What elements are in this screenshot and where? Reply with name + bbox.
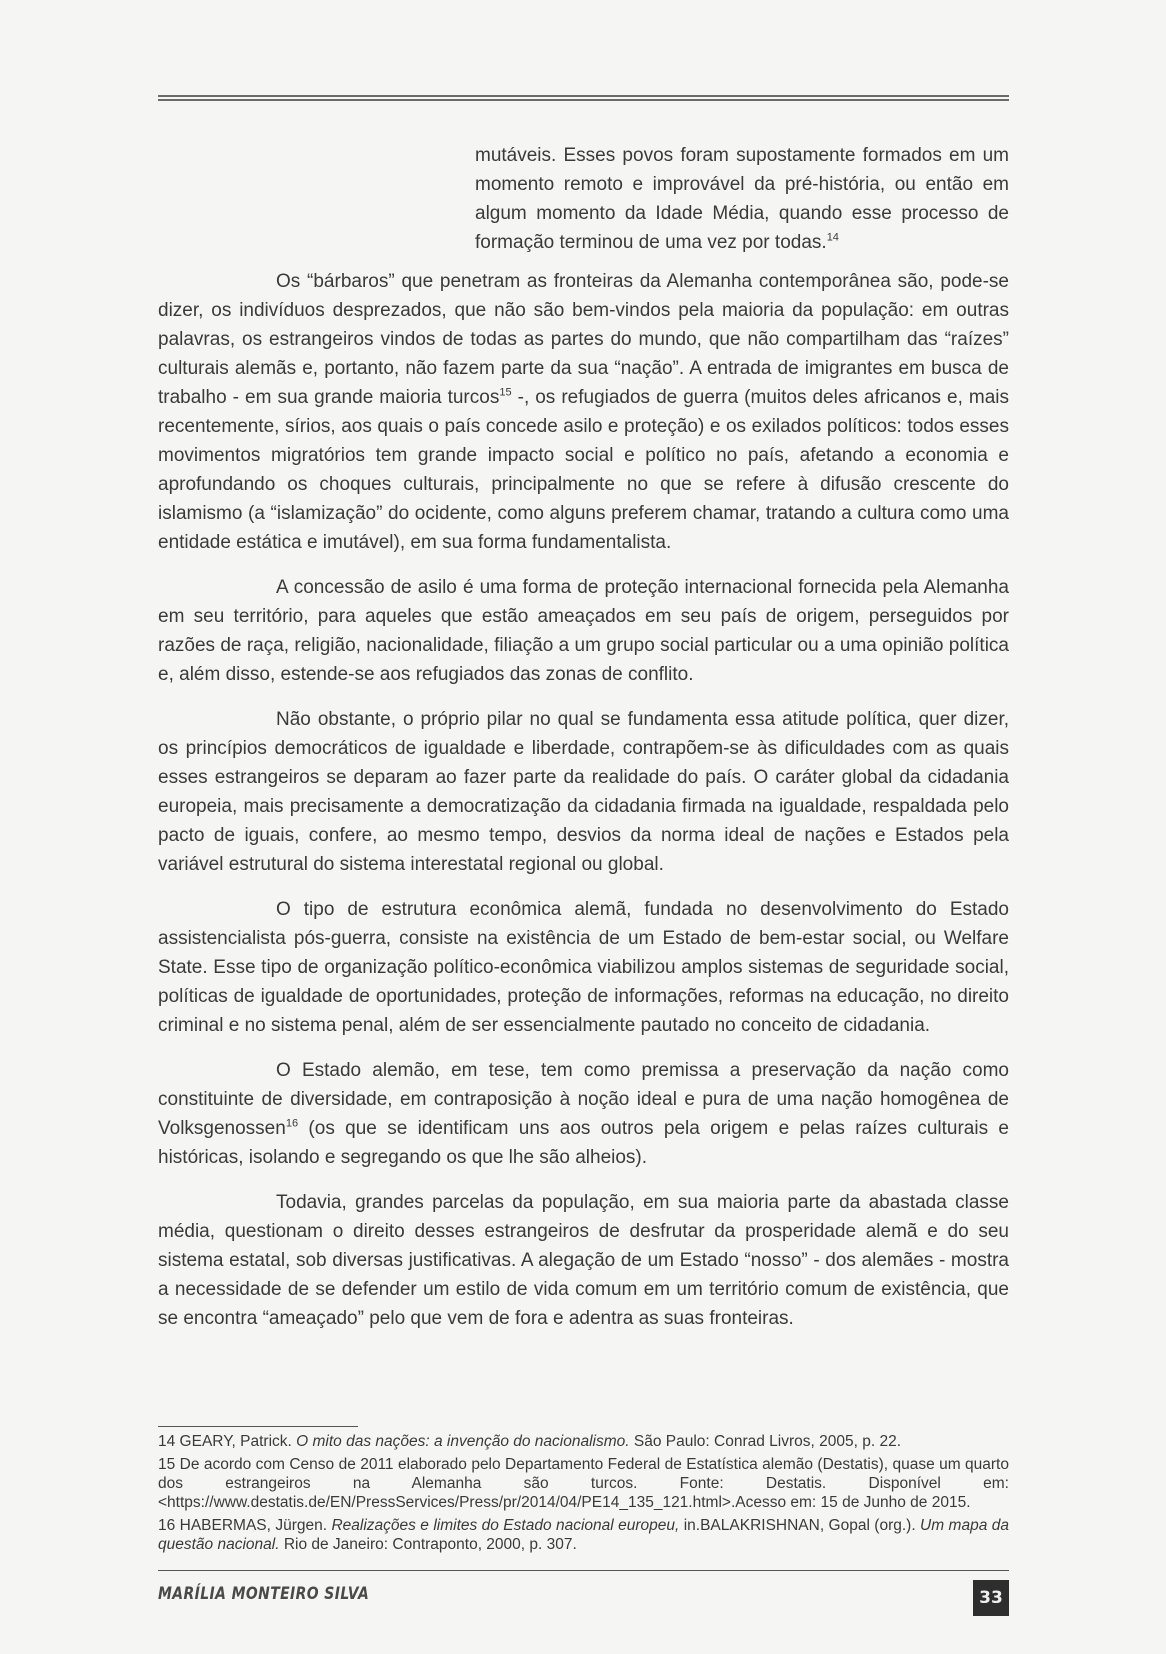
footnote-15: 15 De acordo com Censo de 2011 elaborado pelo Departamento Federal de Estatística alemão (Destatis), quase um quarto dos estrangeiros na Alemanha são turcos. Fonte: Destatis. Disponível em: <https://www.destatis.de/EN/PressServices/Press/pr/2014/04/PE14_135_121.html>.Acesso em: 15 de Junho de 2015. xyxy=(158,1456,1009,1511)
footnote-ref-14[interactable]: 14 xyxy=(826,231,839,244)
paragraph-todavia: Todavia, grandes parcelas da população, em sua maioria parte da abastada classe média, questionam o direito desses estrangeiros de desfrutar da prosperidade alemã e do seu sistema estatal, sob diversas justificativas. A alegação de um Estado “nosso” - dos alemães - mostra a necessidade de se defender um estilo de vida comum em um território comum de existência, que se encontra “ameaçado” pelo que vem de fora e adentra as suas fronteiras. xyxy=(158,1192,1009,1329)
paragraph-estrutura-economica: O tipo de estrutura econômica alemã, fundada no desenvolvimento do Estado assistencialista pós-guerra, consiste na existência de um Estado de bem-estar social, ou Welfare State. Esse tipo de organização político-econômica viabilizou amplos sistemas de seguridade social, políticas de igualdade de oportunidades, proteção de informações, reformas na educação, no direito criminal e no sistema penal, além de ser essencialmente pautado no conceito de cidadania. xyxy=(158,899,1009,1036)
footnote-ref-15[interactable]: 15 xyxy=(499,386,512,399)
footnote-16: 16 HABERMAS, Jürgen. Realizações e limites do Estado nacional europeu, in.BALAKRISHNAN, Gopal (org.). Um mapa da questão nacional. Rio de Janeiro: Contraponto, 2000, p. 307. xyxy=(158,1517,1009,1553)
footnote-14: 14 GEARY, Patrick. O mito das nações: a invenção do nacionalismo. São Paulo: Conrad Livros, 2005, p. 22. xyxy=(158,1433,902,1450)
paragraph-estado-alemao: O Estado alemão, em tese, tem como premissa a preservação da nação como constituinte de diversidade, em contraposição à noção ideal e pura de uma nação homogênea de Volksgenossen$^{16}$ (os que se identificam uns aos outros pela origem e pelas raízes culturais e históricas, isolando e segregando os que lhe são alheios). xyxy=(158,1060,1009,1168)
header-double-rule xyxy=(158,95,1009,101)
footnote-separator xyxy=(158,1426,358,1427)
footer-rule xyxy=(158,1570,1009,1571)
footnote-ref-16[interactable]: 16 xyxy=(285,1117,299,1130)
paragraph-nao-obstante: Não obstante, o próprio pilar no qual se fundamenta essa atitude política, quer dizer, os princípios democráticos de igualdade e liberdade, contrapõem-se às dificuldades com as quais esses estrangeiros se deparam ao fazer parte da realidade do país. O caráter global da cidadania europeia, mais precisamente a democratização da cidadania firmada na igualdade, respaldada pelo pacto de iguais, confere, ao mesmo tempo, desvios da norma ideal de nações e Estados pela variável estrutural do sistema interestatal regional ou global. xyxy=(158,709,1009,875)
paragraph-asilo: A concessão de asilo é uma forma de proteção internacional fornecida pela Alemanha em seu território, para aqueles que estão ameaçados em seu país de origem, perseguidos por razões de raça, religião, nacionalidade, filiação a um grupo social particular ou a uma opinião política e, além disso, estende-se aos refugiados das zonas de conflito. xyxy=(158,577,1009,685)
page-number-badge: 33 xyxy=(973,1580,1009,1616)
block-quote: mutáveis. Esses povos foram supostamente formados em um momento remoto e improvável da pré-história, ou então em algum momento da Idade Média, quando esse processo de formação terminou de uma vez por todas.$^{14}$ xyxy=(475,145,1009,253)
footnotes xyxy=(158,1432,1009,1558)
body-text xyxy=(158,141,1009,1349)
paragraph-barbaros: Os “bárbaros” que penetram as fronteiras da Alemanha contemporânea são, pode-se dizer, os indivíduos desprezados, que não são bem-vindos pela maioria da população: em outras palavras, os estrangeiros vindos de todas as partes do mundo, que não compartilham das “raízes” culturais alemãs e, portanto, não fazem parte da sua “nação”. A entrada de imigrantes em busca de trabalho - em sua grande maioria turcos$^{15}$ -, os refugiados de guerra (muitos deles africanos e, mais recentemente, sírios, aos quais o país concede asilo e proteção) e os exilados políticos: todos esses movimentos migratórios tem grande impacto social e político no país, afetando a economia e aprofundando os choques culturais, principalmente no que se refere à difusão crescente do islamismo (a “islamização” do ocidente, como alguns preferem chamar, tratando a cultura como uma entidade estática e imutável), em sua forma fundamentalista. xyxy=(158,271,1010,553)
footer-author: MARÍLIA MONTEIRO SILVA xyxy=(158,1584,370,1604)
